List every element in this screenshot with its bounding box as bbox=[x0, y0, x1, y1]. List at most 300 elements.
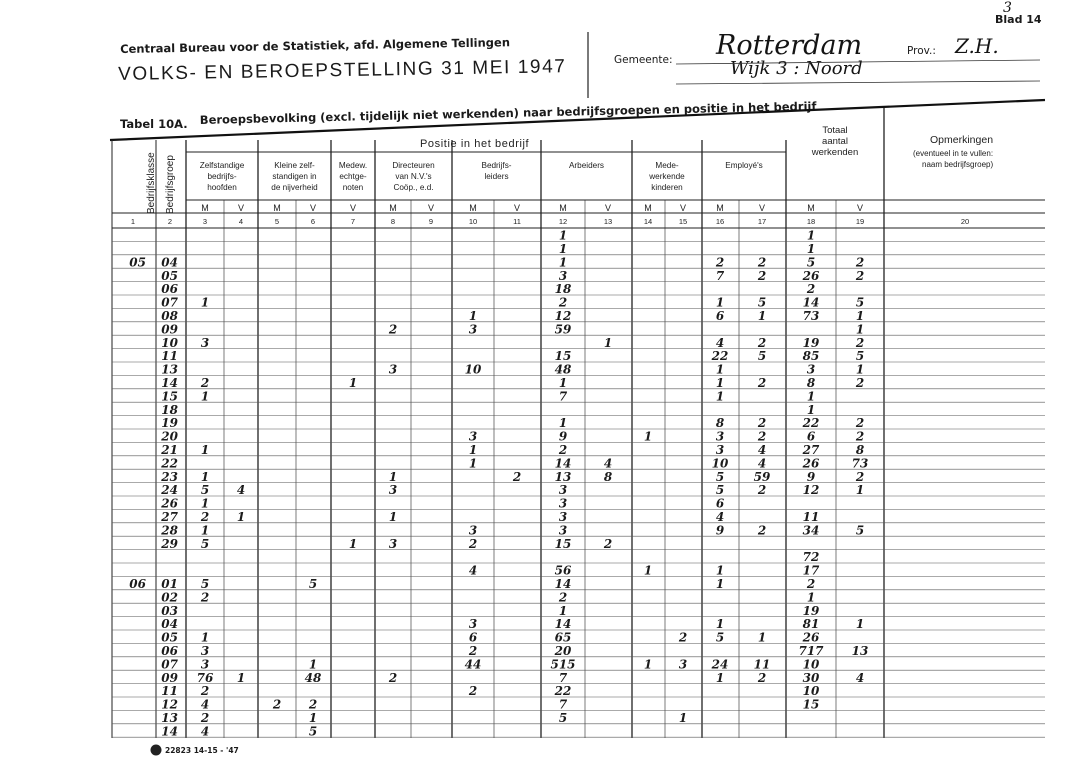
table-cell: 3 bbox=[806, 362, 816, 377]
table-cell: 2 bbox=[757, 483, 767, 498]
column-number: 17 bbox=[757, 217, 767, 226]
gemeente-label: Gemeente: bbox=[614, 54, 673, 66]
table-cell: 2 bbox=[855, 376, 865, 390]
table-cell: 10 bbox=[464, 362, 482, 377]
table-cell: 2 bbox=[200, 510, 210, 524]
bedrijfsgroep-code: 09 bbox=[161, 322, 178, 337]
bedrijfsgroep-code: 06 bbox=[161, 282, 178, 297]
table-cell: 2 bbox=[855, 255, 865, 270]
mv-label: V bbox=[758, 203, 766, 213]
table-cell: 5 bbox=[200, 536, 210, 551]
table-cell: 11 bbox=[802, 510, 820, 524]
table-cell: 1 bbox=[855, 617, 865, 632]
column-number: 5 bbox=[274, 217, 280, 226]
table-cell: 2 bbox=[468, 536, 478, 551]
table-cell: 3 bbox=[468, 617, 478, 632]
table-cell: 1 bbox=[757, 630, 767, 645]
column-number: 1 bbox=[130, 217, 136, 226]
table-cell: 7 bbox=[558, 697, 568, 712]
mv-label: M bbox=[389, 203, 397, 213]
bedrijfsgroep-code: 07 bbox=[161, 657, 178, 672]
mv-label: M bbox=[559, 203, 567, 213]
column-group-label: standigen in bbox=[272, 172, 317, 181]
table-cell: 2 bbox=[855, 469, 865, 484]
table-cell: 4 bbox=[757, 456, 767, 471]
table-cell: 3 bbox=[558, 523, 568, 538]
table-cell: 6 bbox=[806, 429, 816, 444]
table-cell: 2 bbox=[678, 630, 688, 645]
table-cell: 2 bbox=[558, 443, 568, 457]
table-cell: 59 bbox=[554, 322, 572, 337]
table-cell: 6 bbox=[715, 309, 725, 323]
table-cell: 73 bbox=[802, 309, 820, 323]
column-number: 8 bbox=[390, 217, 396, 226]
table-cell: 20 bbox=[554, 644, 572, 658]
column-number: 10 bbox=[468, 217, 478, 226]
table-cell: 5 bbox=[200, 577, 210, 591]
table-cell: 12 bbox=[802, 483, 820, 498]
table-cell: 1 bbox=[200, 630, 210, 645]
table-cell: 2 bbox=[757, 429, 767, 444]
table-cell: 1 bbox=[468, 443, 478, 457]
bedrijfsgroep-code: 14 bbox=[161, 724, 178, 739]
table-cell: 5 bbox=[757, 295, 767, 310]
table-cell: 9 bbox=[558, 429, 568, 444]
footer-code: 22823 14-15 - '47 bbox=[165, 746, 239, 755]
table-cell: 515 bbox=[550, 657, 576, 672]
column-group-label: Zelfstandige bbox=[199, 161, 245, 170]
column-number: 18 bbox=[806, 217, 816, 226]
table-cell: 1 bbox=[715, 577, 725, 591]
table-cell: 1 bbox=[558, 603, 568, 618]
table-cell: 19 bbox=[802, 603, 820, 618]
bedrijfsgroep-code: 04 bbox=[161, 617, 178, 632]
bedrijfsgroep-code: 26 bbox=[161, 496, 178, 511]
column-number: 3 bbox=[202, 217, 208, 226]
opmerkingen-note-2: naam bedrijfsgroep) bbox=[922, 160, 994, 169]
table-cell: 48 bbox=[304, 670, 322, 685]
mv-label: V bbox=[427, 203, 435, 213]
table-cell: 8 bbox=[855, 443, 865, 457]
table-cell: 1 bbox=[643, 657, 653, 672]
column-group-label: noten bbox=[342, 183, 364, 192]
table-cell: 3 bbox=[558, 510, 568, 524]
table-cell: 2 bbox=[308, 697, 318, 712]
table-cell: 3 bbox=[715, 443, 725, 457]
bedrijfsgroep-code: 19 bbox=[161, 416, 178, 431]
mv-label: V bbox=[856, 203, 864, 213]
table-cell: 4 bbox=[200, 724, 210, 739]
table-cell: 5 bbox=[558, 711, 568, 725]
table-cell: 5 bbox=[757, 349, 767, 364]
table-cell: 2 bbox=[806, 282, 816, 297]
table-cell: 7 bbox=[715, 268, 725, 283]
column-number: 19 bbox=[855, 217, 865, 226]
census-title: VOLKS- EN BEROEPSTELLING 31 MEI 1947 bbox=[118, 56, 567, 85]
table-cell: 5 bbox=[855, 295, 865, 310]
table-cell: 4 bbox=[715, 510, 725, 524]
table-cell: 14 bbox=[554, 456, 572, 471]
bedrijfsgroep-code: 07 bbox=[161, 295, 178, 310]
table-cell: 2 bbox=[200, 590, 210, 605]
table-cell: 4 bbox=[236, 483, 246, 498]
column-group-label: Mede- bbox=[655, 161, 679, 170]
bedrijfsgroep-code: 02 bbox=[161, 590, 178, 605]
column-number: 7 bbox=[350, 217, 356, 226]
table-cell: 1 bbox=[806, 590, 816, 605]
table-cell: 717 bbox=[798, 644, 824, 658]
bedrijfsgroep-code: 06 bbox=[161, 644, 178, 658]
table-cell: 4 bbox=[603, 456, 613, 471]
table-cell: 5 bbox=[806, 255, 816, 270]
table-cell: 26 bbox=[802, 268, 820, 283]
table-cell: 30 bbox=[802, 670, 820, 685]
table-cell: 1 bbox=[348, 536, 358, 551]
table-cell: 73 bbox=[851, 456, 869, 471]
bedrijfsgroep-code: 15 bbox=[161, 389, 178, 404]
column-number: 15 bbox=[678, 217, 688, 226]
table-cell: 2 bbox=[757, 335, 767, 350]
table-cell: 5 bbox=[308, 577, 318, 591]
table-cell: 5 bbox=[308, 724, 318, 739]
mv-label: M bbox=[807, 203, 815, 213]
bedrijfsgroep-code: 13 bbox=[161, 711, 178, 725]
table-cell: 13 bbox=[554, 469, 572, 484]
column-number: 13 bbox=[603, 217, 613, 226]
table-cell: 5 bbox=[855, 349, 865, 364]
table-cell: 15 bbox=[554, 349, 572, 364]
table-cell: 18 bbox=[554, 282, 572, 297]
table-cell: 1 bbox=[308, 711, 318, 725]
table-cell: 3 bbox=[468, 523, 478, 538]
table-cell: 3 bbox=[388, 536, 398, 551]
opmerkingen-note-1: (eventueel in te vullen: bbox=[913, 149, 994, 158]
bedrijfsgroep-code: 22 bbox=[161, 456, 178, 471]
column-number: 6 bbox=[310, 217, 316, 226]
table-cell: 1 bbox=[855, 483, 865, 498]
column-group-label: echtge- bbox=[339, 172, 367, 181]
bedrijfsgroep-code: 24 bbox=[161, 483, 178, 498]
table-cell: 4 bbox=[468, 563, 478, 578]
table-cell: 1 bbox=[643, 563, 653, 578]
column-number: 20 bbox=[960, 217, 970, 226]
table-cell: 1 bbox=[558, 242, 568, 256]
table-cell: 1 bbox=[603, 335, 613, 350]
column-group-label: leiders bbox=[484, 172, 509, 181]
table-cell: 1 bbox=[200, 443, 210, 457]
bedrijfsgroep-header: Bedrijfsgroep bbox=[165, 155, 176, 214]
table-cell: 85 bbox=[802, 349, 820, 364]
table-cell: 3 bbox=[200, 335, 210, 350]
bedrijfsgroep-code: 23 bbox=[161, 469, 178, 484]
table-cell: 5 bbox=[855, 523, 865, 538]
bedrijfsgroep-code: 27 bbox=[161, 510, 178, 524]
column-group-label: bedrijfs- bbox=[207, 172, 237, 181]
table-cell: 4 bbox=[200, 697, 210, 712]
sheet-number: 3 bbox=[1003, 0, 1012, 16]
table-cell: 1 bbox=[308, 657, 318, 672]
column-group-label: Medew. bbox=[338, 161, 368, 170]
bedrijfsgroep-code: 29 bbox=[161, 536, 178, 551]
table-cell: 6 bbox=[715, 496, 725, 511]
column-group-label: werkenden bbox=[811, 147, 859, 158]
table-cell: 1 bbox=[236, 670, 246, 685]
table-cell: 27 bbox=[802, 443, 820, 457]
prov-label: Prov.: bbox=[907, 45, 936, 57]
table-cell: 1 bbox=[715, 563, 725, 578]
table-cell: 1 bbox=[558, 416, 568, 431]
table-cell: 4 bbox=[715, 335, 725, 350]
top-rule bbox=[110, 100, 1045, 140]
table-cell: 6 bbox=[468, 630, 478, 645]
bedrijfsgroep-code: 28 bbox=[161, 523, 178, 538]
bedrijfsgroep-code: 09 bbox=[161, 670, 178, 685]
bedrijfsgroep-code: 12 bbox=[161, 697, 178, 712]
bedrijfsklasse-header: Bedrijfsklasse bbox=[146, 152, 157, 214]
table-cell: 8 bbox=[715, 416, 725, 431]
table-cell: 2 bbox=[272, 697, 282, 712]
table-cell: 1 bbox=[806, 242, 816, 256]
column-group-label: Totaal bbox=[822, 125, 848, 136]
table-cell: 1 bbox=[558, 255, 568, 270]
table-cell: 2 bbox=[200, 684, 210, 699]
table-cell: 2 bbox=[757, 376, 767, 390]
table-cell: 1 bbox=[236, 510, 246, 524]
table-cell: 1 bbox=[806, 402, 816, 417]
table-cell: 13 bbox=[851, 644, 869, 658]
table-cell: 1 bbox=[715, 376, 725, 390]
table-cell: 81 bbox=[802, 617, 820, 632]
column-group-label: hoofden bbox=[207, 183, 237, 192]
gemeente-underline bbox=[676, 60, 1040, 64]
bedrijfsgroep-code: 20 bbox=[161, 429, 178, 444]
positie-header: Positie in het bedrijf bbox=[420, 138, 530, 150]
table-cell: 3 bbox=[558, 496, 568, 511]
column-group-label: werkende bbox=[649, 172, 685, 181]
table-cell: 1 bbox=[806, 389, 816, 404]
table-cell: 22 bbox=[802, 416, 820, 431]
table-cell: 19 bbox=[802, 335, 820, 350]
table-cell: 8 bbox=[806, 376, 816, 390]
table-cell: 10 bbox=[711, 456, 729, 471]
table-cell: 14 bbox=[802, 295, 820, 310]
table-cell: 11 bbox=[753, 657, 771, 672]
bedrijfsgroep-code: 04 bbox=[161, 255, 178, 270]
mv-label: V bbox=[604, 203, 612, 213]
table-cell: 17 bbox=[802, 563, 820, 578]
bedrijfsgroep-code: 14 bbox=[161, 376, 178, 390]
table-cell: 2 bbox=[757, 255, 767, 270]
bedrijfsgroep-code: 01 bbox=[161, 577, 178, 591]
bedrijfsgroep-code: 18 bbox=[161, 402, 178, 417]
bedrijfsgroep-code: 21 bbox=[161, 443, 178, 457]
table-cell: 1 bbox=[855, 362, 865, 377]
table-cell: 1 bbox=[558, 228, 568, 243]
table-cell: 2 bbox=[468, 644, 478, 658]
table-cell: 1 bbox=[200, 389, 210, 404]
table-cell: 15 bbox=[554, 536, 572, 551]
table-cell: 9 bbox=[715, 523, 725, 538]
column-group-label: Kleine zelf- bbox=[274, 161, 315, 170]
gemeente-value: Rotterdam bbox=[716, 30, 863, 61]
table-cell: 1 bbox=[715, 295, 725, 310]
column-number: 12 bbox=[558, 217, 568, 226]
table-title: Beroepsbevolking (excl. tijdelijk niet werkenden) naar bedrijfsgroepen en positie in het bedrijf bbox=[199, 99, 817, 127]
column-number: 11 bbox=[513, 217, 521, 226]
table-cell: 1 bbox=[200, 469, 210, 484]
column-group-label: Arbeiders bbox=[568, 161, 605, 170]
table-cell: 2 bbox=[388, 322, 398, 337]
table-cell: 3 bbox=[678, 657, 688, 672]
table-cell: 26 bbox=[802, 456, 820, 471]
table-cell: 2 bbox=[855, 429, 865, 444]
table-cell: 2 bbox=[468, 684, 478, 699]
table-cell: 22 bbox=[554, 684, 572, 699]
bedrijfsgroep-code: 10 bbox=[161, 335, 178, 350]
table-cell: 5 bbox=[715, 630, 725, 645]
table-cell: 1 bbox=[678, 711, 688, 725]
table-cell: 1 bbox=[558, 376, 568, 390]
column-number: 2 bbox=[167, 217, 173, 226]
mv-label: M bbox=[201, 203, 209, 213]
bedrijfsgroep-code: 03 bbox=[161, 603, 178, 618]
table-cell: 9 bbox=[806, 469, 816, 484]
table-cell: 1 bbox=[715, 670, 725, 685]
table-cell: 4 bbox=[855, 670, 865, 685]
table-cell: 1 bbox=[715, 617, 725, 632]
table-cell: 44 bbox=[464, 657, 482, 672]
mv-label: M bbox=[469, 203, 477, 213]
table-cell: 14 bbox=[554, 617, 572, 632]
table-cell: 2 bbox=[757, 670, 767, 685]
table-cell: 4 bbox=[757, 443, 767, 457]
table-cell: 72 bbox=[802, 550, 820, 565]
table-cell: 2 bbox=[512, 469, 522, 484]
column-group-label: Employé's bbox=[725, 161, 763, 170]
column-number: 4 bbox=[238, 217, 244, 226]
column-group-label: Coöp., e.d. bbox=[393, 183, 434, 192]
table-cell: 34 bbox=[802, 523, 820, 538]
mv-label: V bbox=[513, 203, 521, 213]
table-cell: 48 bbox=[554, 362, 572, 377]
column-group-label: kinderen bbox=[651, 183, 683, 192]
bureau-name: Centraal Bureau voor de Statistiek, afd. Algemene Tellingen bbox=[120, 35, 511, 56]
table-cell: 1 bbox=[200, 523, 210, 538]
table-cell: 59 bbox=[753, 469, 771, 484]
table-cell: 2 bbox=[558, 590, 568, 605]
bedrijfsgroep-code: 11 bbox=[161, 684, 178, 699]
table-cell: 2 bbox=[855, 268, 865, 283]
table-cell: 1 bbox=[388, 469, 398, 484]
table-cell: 3 bbox=[468, 429, 478, 444]
table-cell: 22 bbox=[711, 349, 729, 364]
table-cell: 2 bbox=[757, 523, 767, 538]
table-cell: 14 bbox=[554, 577, 572, 591]
table-number: Tabel 10A. bbox=[120, 117, 188, 131]
bedrijfsklasse-code: 05 bbox=[129, 255, 146, 270]
table-cell: 1 bbox=[715, 389, 725, 404]
mv-label: V bbox=[679, 203, 687, 213]
bedrijfsgroep-code: 13 bbox=[161, 362, 178, 377]
table-cell: 1 bbox=[388, 510, 398, 524]
table-cell: 8 bbox=[603, 469, 613, 484]
table-cell: 26 bbox=[802, 630, 820, 645]
mv-label: M bbox=[644, 203, 652, 213]
mv-label: V bbox=[349, 203, 357, 213]
table-cell: 1 bbox=[855, 309, 865, 323]
table-cell: 15 bbox=[802, 697, 820, 712]
table-cell: 3 bbox=[558, 483, 568, 498]
table-cell: 3 bbox=[388, 362, 398, 377]
footer-logo bbox=[151, 745, 162, 756]
mv-label: V bbox=[237, 203, 245, 213]
table-cell: 7 bbox=[558, 670, 568, 685]
table-cell: 5 bbox=[200, 483, 210, 498]
table-cell: 5 bbox=[715, 469, 725, 484]
table-cell: 3 bbox=[200, 644, 210, 658]
table-cell: 2 bbox=[388, 670, 398, 685]
table-cell: 2 bbox=[757, 416, 767, 431]
table-cell: 7 bbox=[558, 389, 568, 404]
table-cell: 2 bbox=[855, 416, 865, 431]
table-cell: 3 bbox=[715, 429, 725, 444]
table-cell: 2 bbox=[855, 335, 865, 350]
table-cell: 1 bbox=[855, 322, 865, 337]
table-cell: 10 bbox=[802, 684, 820, 699]
table-cell: 3 bbox=[468, 322, 478, 337]
mv-label: V bbox=[309, 203, 317, 213]
table-cell: 1 bbox=[643, 429, 653, 444]
table-cell: 2 bbox=[603, 536, 613, 551]
table-cell: 3 bbox=[388, 483, 398, 498]
column-group-label: aantal bbox=[822, 136, 848, 147]
table-cell: 2 bbox=[715, 255, 725, 270]
table-cell: 24 bbox=[711, 657, 729, 672]
column-group-label: van N.V.'s bbox=[395, 172, 432, 181]
table-cell: 2 bbox=[558, 295, 568, 310]
wijk-underline bbox=[676, 81, 1040, 84]
table-cell: 1 bbox=[348, 376, 358, 390]
prov-value: Z.H. bbox=[955, 34, 999, 58]
table-cell: 56 bbox=[554, 563, 572, 578]
table-cell: 1 bbox=[200, 496, 210, 511]
table-cell: 3 bbox=[558, 268, 568, 283]
table-cell: 1 bbox=[757, 309, 767, 323]
table-cell: 1 bbox=[468, 309, 478, 323]
table-cell: 1 bbox=[715, 362, 725, 377]
bedrijfsgroep-code: 11 bbox=[161, 349, 178, 364]
column-group-label: de nijverheid bbox=[271, 183, 318, 192]
table-cell: 12 bbox=[554, 309, 572, 323]
column-number: 14 bbox=[643, 217, 653, 226]
wijk-value: Wijk 3 : Noord bbox=[730, 58, 863, 79]
bedrijfsgroep-code: 08 bbox=[161, 309, 178, 323]
table-cell: 1 bbox=[806, 228, 816, 243]
table-cell: 3 bbox=[200, 657, 210, 672]
table-cell: 2 bbox=[200, 376, 210, 390]
mv-label: M bbox=[273, 203, 281, 213]
bedrijfsklasse-code: 06 bbox=[129, 577, 146, 591]
table-cell: 76 bbox=[196, 670, 214, 685]
column-number: 16 bbox=[715, 217, 725, 226]
table-cell: 1 bbox=[468, 456, 478, 471]
table-cell: 5 bbox=[715, 483, 725, 498]
bedrijfsgroep-code: 05 bbox=[161, 630, 178, 645]
column-group-label: Directeuren bbox=[392, 161, 435, 170]
table-cell: 2 bbox=[200, 711, 210, 725]
mv-label: M bbox=[716, 203, 724, 213]
opmerkingen-header: Opmerkingen bbox=[930, 134, 994, 146]
